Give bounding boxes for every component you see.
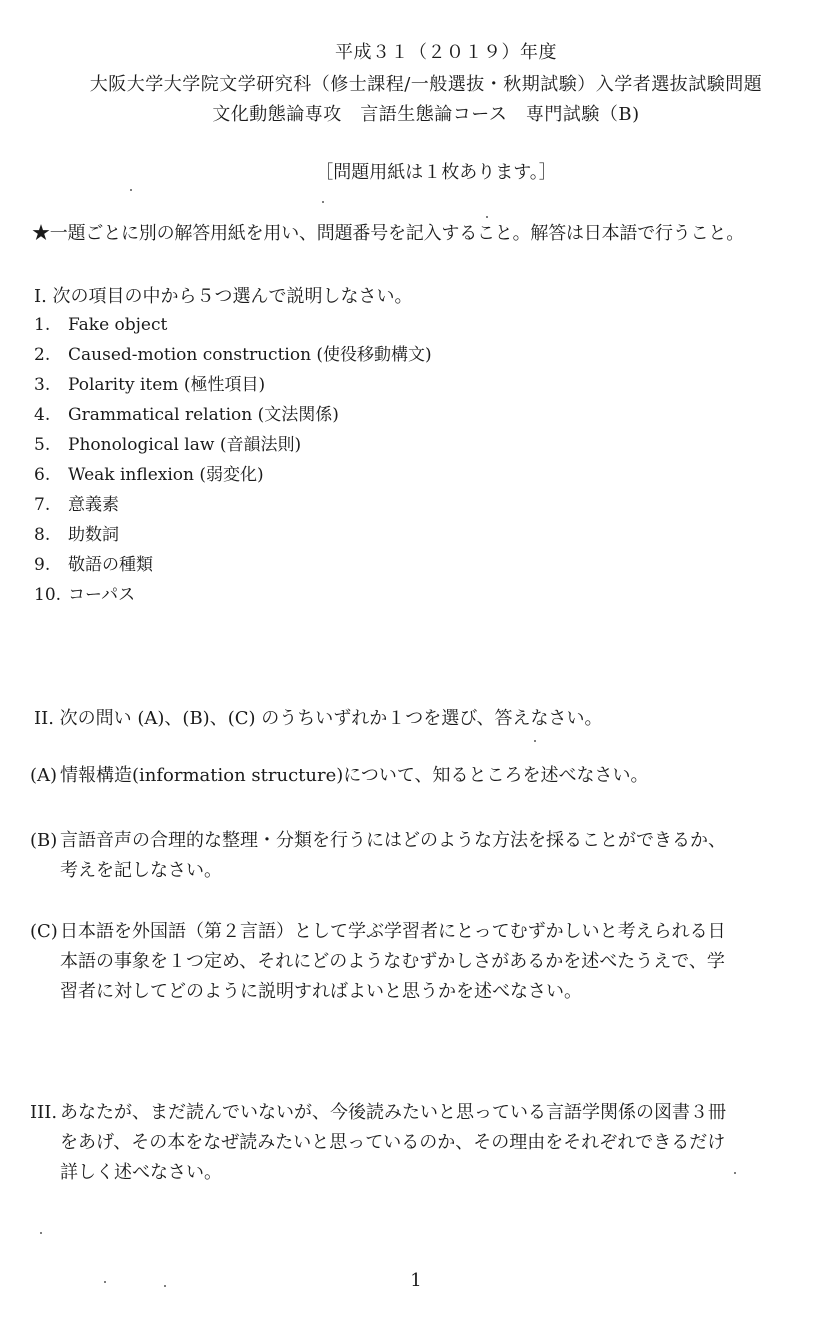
- question-text: 本語の事象を１つ定め、それにどのようなむずかしさがあるかを述べたうえで、学: [60, 951, 725, 972]
- question-c: [30, 917, 810, 1007]
- question-label: (A): [30, 765, 58, 786]
- section-3-text: あなたが、まだ読んでいないが、今後読みたいと思っている言語学関係の図書３冊: [60, 1102, 726, 1123]
- list-item: 1. Fake object: [34, 315, 168, 335]
- section-2-heading: II. 次の問い (A)、(B)、(C) のうちいずれか１つを選び、答えなさい。: [34, 708, 603, 729]
- question-b: [30, 826, 810, 886]
- list-item: 9. 敬語の種類: [34, 555, 153, 575]
- exam-year: 平成３１（２０１９）年度: [335, 42, 557, 63]
- section-3-text: 詳しく述べなさい。: [60, 1162, 222, 1183]
- list-item: 3. Polarity item (極性項目): [34, 375, 266, 395]
- scan-speck: [486, 216, 488, 218]
- page-count-notice: ［問題用紙は１枚あります。］: [315, 162, 557, 183]
- list-item: 6. Weak inflexion (弱変化): [34, 465, 264, 485]
- question-text: 日本語を外国語（第２言語）として学ぶ学習者にとってむずかしいと考えられる日: [60, 921, 726, 942]
- section-1-items: [34, 310, 432, 610]
- list-item: 2. Caused-motion construction (使役移動構文): [34, 345, 432, 365]
- question-label: (B): [30, 830, 58, 851]
- scan-speck: [104, 1281, 106, 1283]
- header-year: [0, 38, 832, 68]
- section-3-label: III.: [30, 1102, 58, 1123]
- question-text: 考えを記しなさい。: [60, 860, 222, 881]
- header-title: [0, 70, 832, 100]
- question-a: [30, 761, 810, 791]
- list-item: 7. 意義素: [34, 495, 119, 515]
- answer-instruction: ★一題ごとに別の解答用紙を用い、問題番号を記入すること。解答は日本語で行うこと。: [32, 223, 744, 244]
- scan-speck: [734, 1172, 736, 1174]
- question-label: (C): [30, 921, 58, 942]
- scan-speck: [130, 189, 132, 191]
- question-text: 言語音声の合理的な整理・分類を行うにはどのような方法を採ることができるか、: [60, 830, 726, 851]
- list-item: 4. Grammatical relation (文法関係): [34, 405, 339, 425]
- list-item: 5. Phonological law (音韻法則): [34, 435, 302, 455]
- header-course: [0, 100, 832, 130]
- section-3: [30, 1098, 810, 1188]
- section-3-text: をあげ、その本をなぜ読みたいと思っているのか、その理由をそれぞれできるだけ: [60, 1132, 726, 1153]
- list-item: 8. 助数詞: [34, 525, 119, 545]
- list-item: 10. コーパス: [34, 585, 136, 605]
- question-text: 情報構造(information structure)について、知るところを述べなさい。: [60, 765, 649, 786]
- section-1-heading: I. 次の項目の中から５つ選んで説明しなさい。: [34, 286, 413, 307]
- scan-speck: [40, 1232, 42, 1234]
- scan-speck: [164, 1285, 166, 1287]
- exam-title: 大阪大学大学院文学研究科（修士課程/一般選抜・秋期試験）入学者選抜試験問題: [89, 74, 763, 95]
- question-text: 習者に対してどのように説明すればよいと思うかを述べなさい。: [60, 981, 582, 1002]
- page-number: 1: [410, 1270, 422, 1291]
- scan-speck: [322, 201, 324, 203]
- exam-course: 文化動態論専攻 言語生態論コース 専門試験（B): [212, 104, 640, 125]
- scan-speck: [534, 740, 536, 742]
